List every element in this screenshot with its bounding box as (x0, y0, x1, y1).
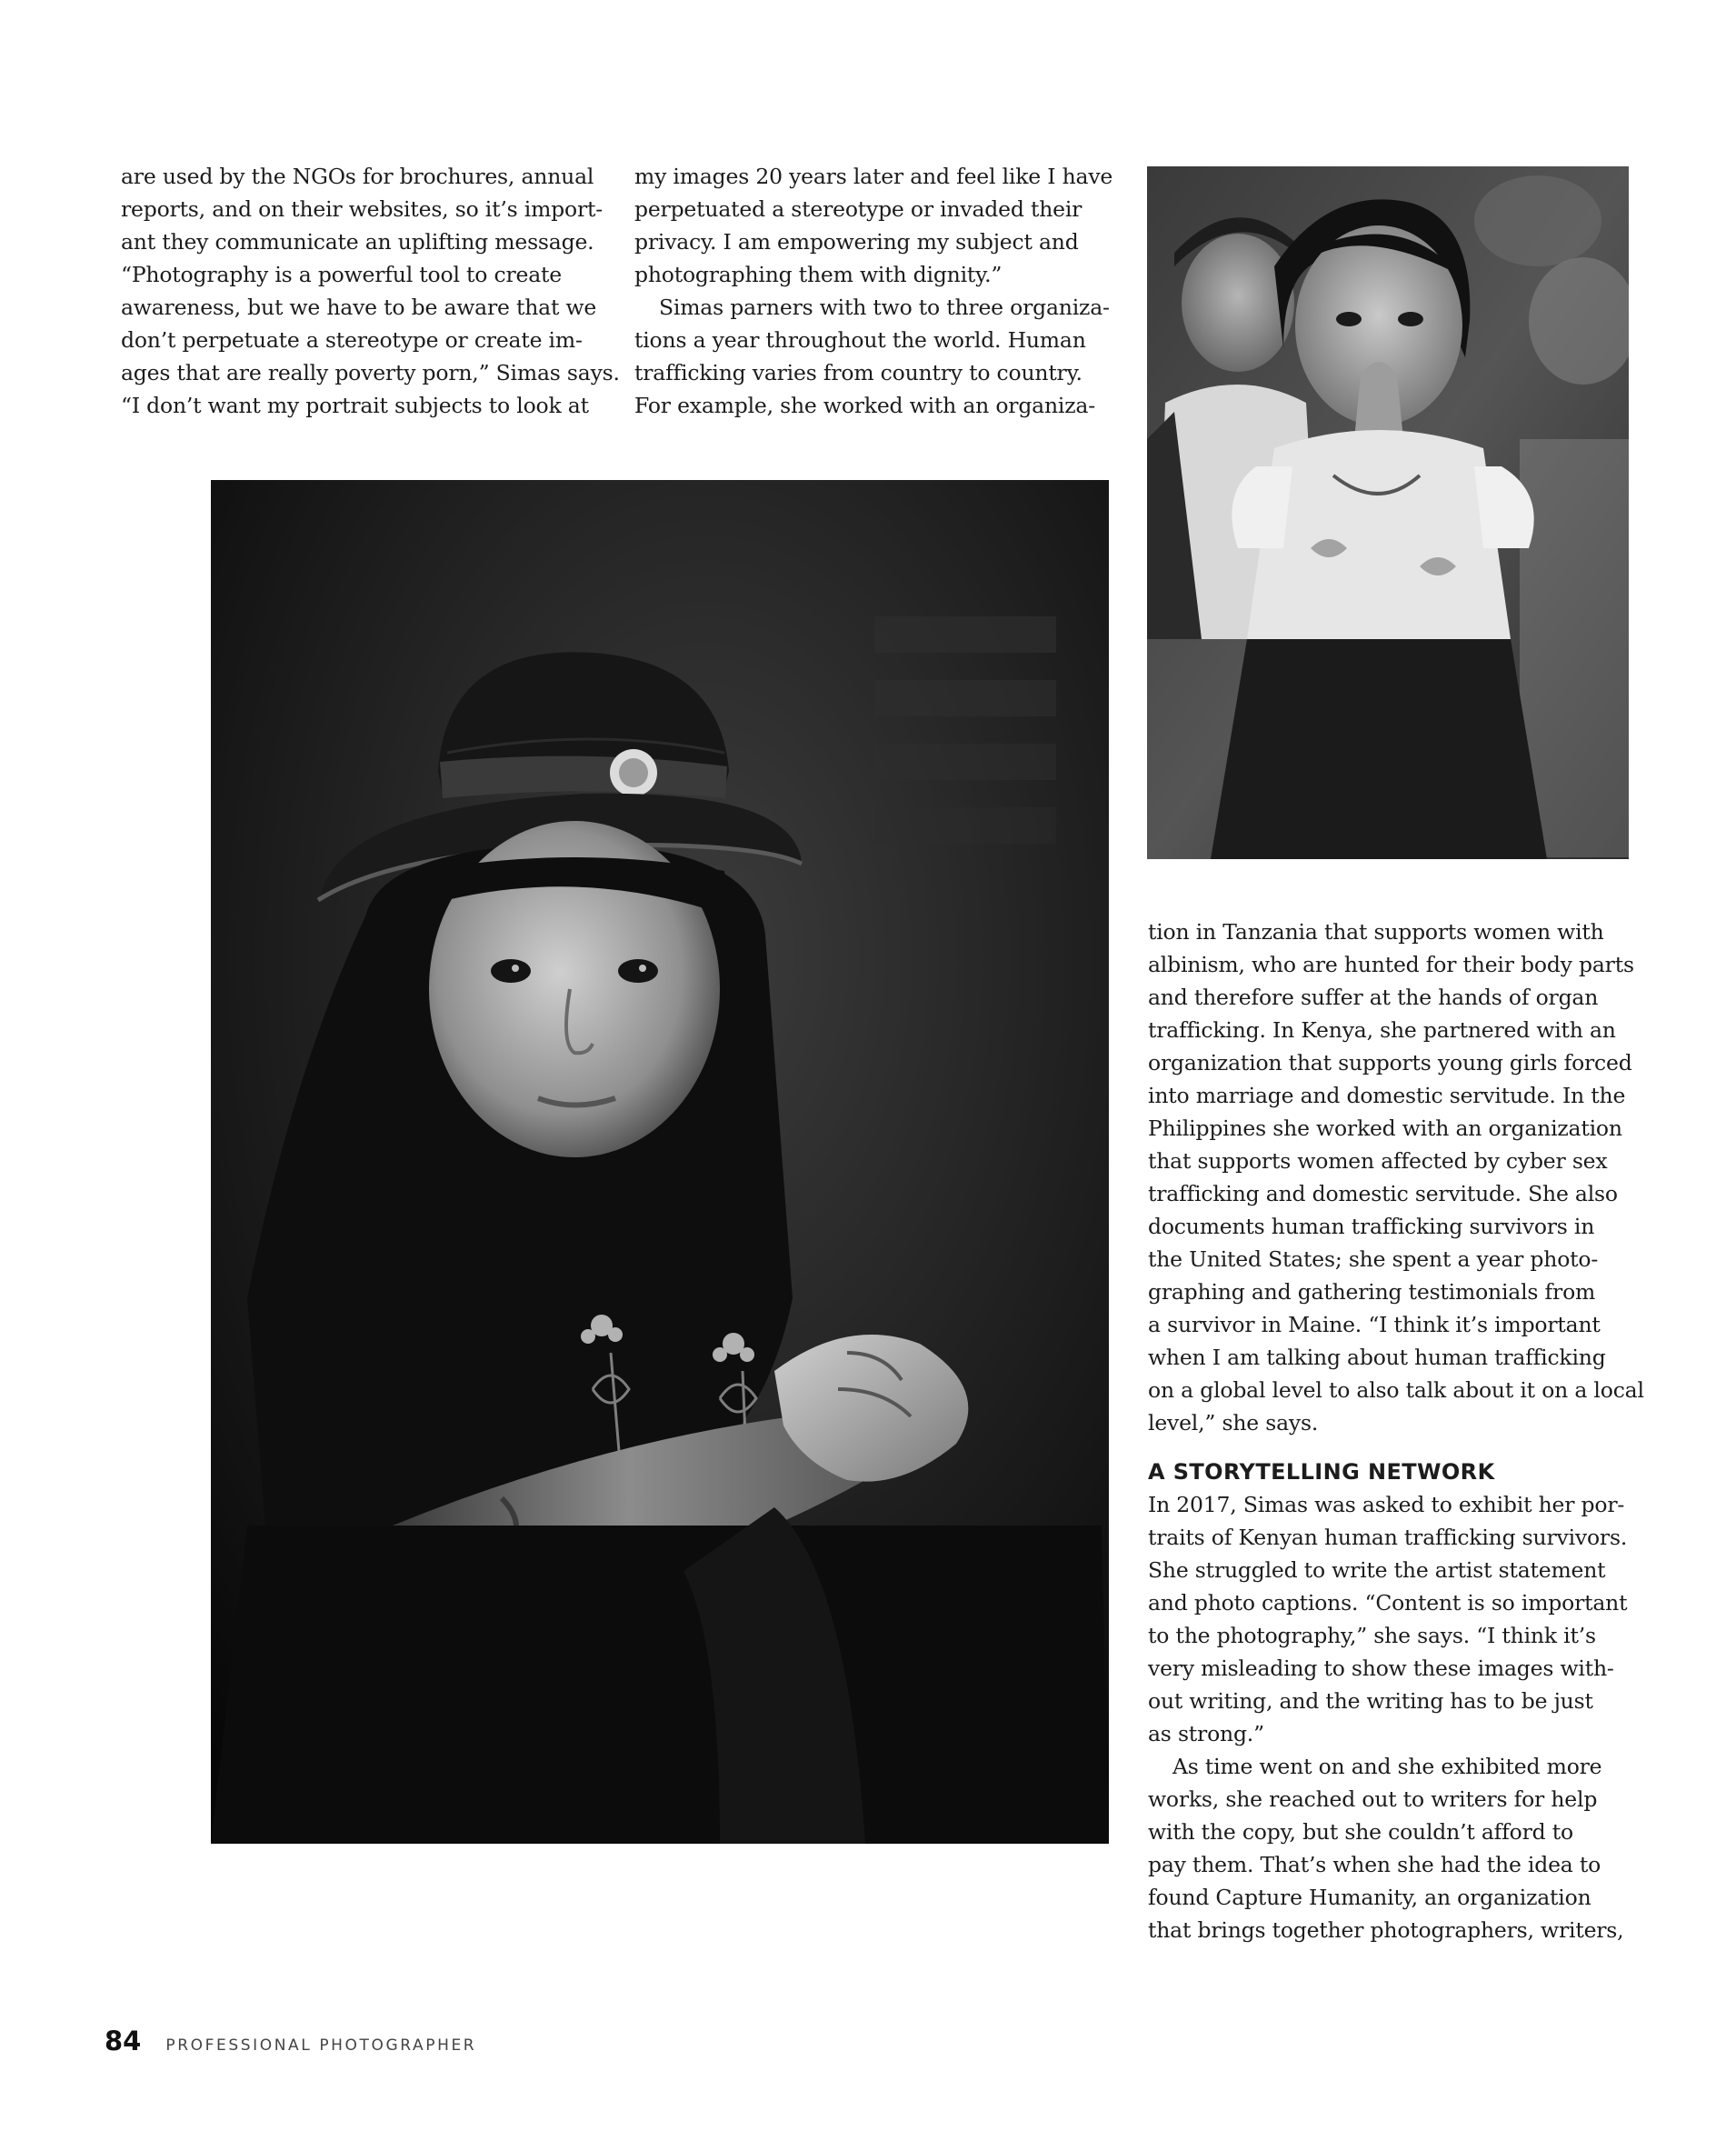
text-line: privacy. I am empowering my subject and (634, 229, 1079, 255)
text-line: Simas parners with two to three organiza- (659, 295, 1110, 320)
text-line: She struggled to write the artist statement (1148, 1557, 1606, 1583)
text-line: out writing, and the writing has to be just (1148, 1688, 1593, 1714)
paragraph (634, 291, 1110, 422)
text-line: “Photography is a powerful tool to create (121, 262, 562, 287)
text-line: trafficking. In Kenya, she partnered with an (1148, 1017, 1616, 1043)
text-line: For example, she worked with an organiza- (634, 393, 1095, 418)
page-footer (105, 2026, 476, 2056)
text-line: photographing them with dignity.” (634, 262, 1003, 287)
text-line: a survivor in Maine. “I think it’s important (1148, 1312, 1601, 1337)
text-line: perpetuated a stereotype or invaded their (634, 196, 1083, 222)
photo-praying-girls-image (1147, 166, 1629, 859)
text-line: are used by the NGOs for brochures, annual (121, 164, 594, 189)
paragraph (1148, 915, 1644, 1439)
text-line: trafficking varies from country to country. (634, 360, 1083, 385)
text-line: and therefore suffer at the hands of organ (1148, 985, 1599, 1010)
text-line: reports, and on their websites, so it’s import- (121, 196, 603, 222)
text-line: my images 20 years later and feel like I have (634, 164, 1113, 189)
text-line: documents human trafficking survivors in (1148, 1214, 1595, 1239)
photo-portrait-girl-hat-image (211, 480, 1109, 1844)
paragraph (121, 160, 620, 422)
text-line: traits of Kenyan human trafficking survivors. (1148, 1525, 1628, 1550)
paragraph (1148, 1750, 1639, 1946)
page-number: 84 (105, 2026, 142, 2056)
text-line: level,” she says. (1148, 1410, 1319, 1436)
text-column-2 (634, 160, 1113, 422)
text-line: with the copy, but she couldn’t afford to (1148, 1819, 1573, 1845)
text-line: graphing and gathering testimonials from (1148, 1279, 1596, 1305)
text-line: trafficking and domestic servitude. She also (1148, 1181, 1618, 1206)
text-line: that brings together photographers, writers, (1148, 1917, 1624, 1943)
text-line: tion in Tanzania that supports women with (1148, 919, 1604, 945)
text-line: pay them. That’s when she had the idea to (1148, 1852, 1601, 1877)
text-column-3 (1148, 915, 1644, 1946)
text-line: As time went on and she exhibited more (1172, 1754, 1602, 1779)
text-line: that supports women affected by cyber sex (1148, 1148, 1608, 1174)
text-line: the United States; she spent a year photo- (1148, 1246, 1599, 1272)
text-line: Philippines she worked with an organization (1148, 1116, 1622, 1141)
text-line: awareness, but we have to be aware that we (121, 295, 597, 320)
publication-name: PROFESSIONAL PHOTOGRAPHER (165, 2036, 477, 2055)
text-line: into marriage and domestic servitude. In the (1148, 1083, 1626, 1108)
paragraph (1148, 1488, 1639, 1750)
text-line: ages that are really poverty porn,” Simas says. (121, 360, 620, 385)
text-line: and photo captions. “Content is so important (1148, 1590, 1628, 1616)
text-line: tions a year throughout the world. Human (634, 327, 1086, 353)
photo-portrait-girl-hat (211, 480, 1109, 1844)
section-heading: A STORYTELLING NETWORK (1148, 1459, 1495, 1485)
text-line: “I don’t want my portrait subjects to look at (121, 393, 589, 418)
text-line: organization that supports young girls forced (1148, 1050, 1632, 1076)
text-column-1 (121, 160, 620, 422)
text-line: albinism, who are hunted for their body parts (1148, 952, 1634, 977)
text-line: to the photography,” she says. “I think it’s (1148, 1623, 1596, 1648)
text-line: don’t perpetuate a stereotype or create im- (121, 327, 583, 353)
text-line: as strong.” (1148, 1721, 1264, 1746)
text-line: very misleading to show these images with- (1148, 1656, 1614, 1681)
text-line: found Capture Humanity, an organization (1148, 1885, 1591, 1910)
text-line: on a global level to also talk about it on a local (1148, 1377, 1644, 1403)
text-line: In 2017, Simas was asked to exhibit her por- (1148, 1492, 1625, 1517)
paragraph (634, 160, 1113, 291)
text-line: ant they communicate an uplifting message. (121, 229, 594, 255)
text-line: works, she reached out to writers for help (1148, 1786, 1598, 1812)
text-line: when I am talking about human trafficking (1148, 1345, 1606, 1370)
photo-praying-girls (1147, 166, 1629, 859)
